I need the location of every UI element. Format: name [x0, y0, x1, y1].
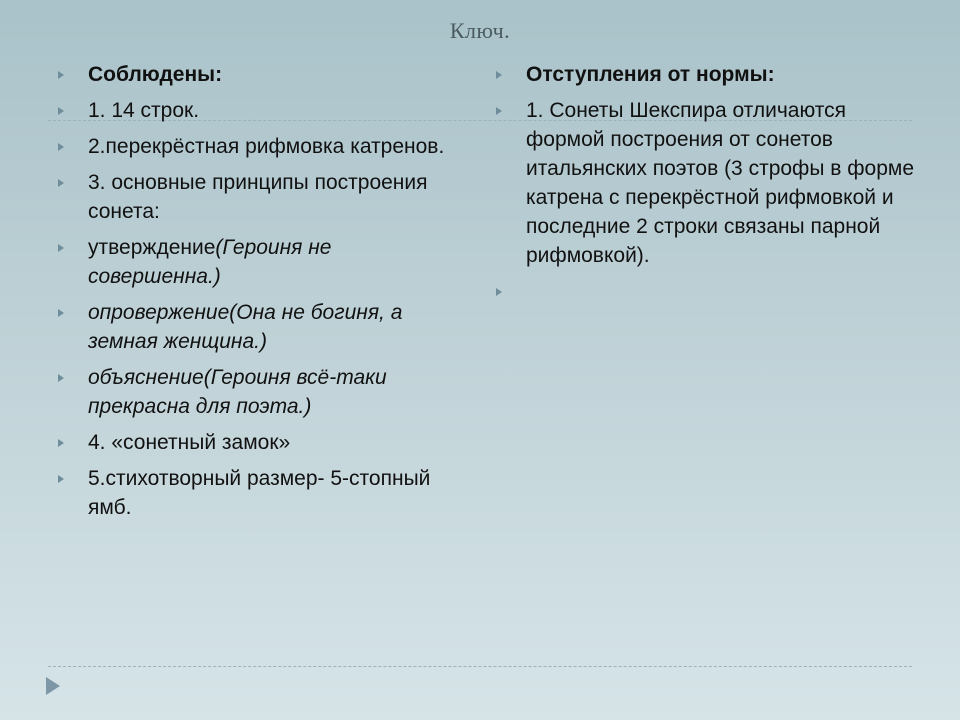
- right-column: [496, 60, 916, 313]
- list-item: [58, 168, 468, 226]
- item-text: 1. 14 строк.: [88, 99, 200, 122]
- item-note: (Героиня всё-таки прекрасна для поэта.): [88, 366, 387, 418]
- bullet-icon: [58, 244, 64, 252]
- list-item: [58, 60, 468, 89]
- item-note: (Она не богиня, а земная женщина.): [88, 301, 403, 353]
- bullet-icon: [58, 107, 64, 115]
- next-slide-arrow-icon[interactable]: [46, 677, 60, 695]
- bullet-icon: [58, 475, 64, 483]
- list-item: [496, 277, 916, 306]
- list-item: [58, 233, 468, 291]
- list-item: [58, 132, 468, 161]
- list-item: [58, 464, 468, 522]
- item-text: 5.стихотворный размер- 5-стопный ямб.: [88, 467, 431, 519]
- bullet-icon: [58, 374, 64, 382]
- list-item: [58, 96, 468, 125]
- bullet-icon: [58, 179, 64, 187]
- right-heading: Отступления от нормы:: [526, 63, 775, 86]
- bullet-icon: [58, 439, 64, 447]
- item-text: 3. основные принципы построения сонета:: [88, 171, 428, 223]
- item-term: утверждение: [88, 236, 216, 259]
- list-item: [58, 428, 468, 457]
- left-heading: Соблюдены:: [88, 63, 223, 86]
- bullet-icon: [496, 107, 502, 115]
- item-text: 2.перекрёстная рифмовка катренов.: [88, 135, 445, 158]
- list-item: [496, 96, 916, 270]
- divider-bottom: [48, 666, 912, 667]
- bullet-icon: [58, 143, 64, 151]
- item-text: 1. Сонеты Шекспира отличаются формой построения от сонетов итальянских поэтов (3 строфы в форме катрена с перекрёстной рифмовкой и последние 2 строки связаны парной рифмовкой).: [526, 99, 914, 267]
- item-term: объяснение: [88, 366, 204, 389]
- item-term: опровержение: [88, 301, 230, 324]
- bullet-icon: [496, 288, 502, 296]
- item-text: 4. «сонетный замок»: [88, 431, 291, 454]
- item-note: (Героиня не совершенна.): [88, 236, 332, 288]
- bullet-icon: [496, 71, 502, 79]
- slide-title: Ключ.: [449, 18, 511, 43]
- left-column: [58, 60, 468, 529]
- list-item: [58, 363, 468, 421]
- right-list: [496, 60, 916, 306]
- left-list: [58, 60, 468, 522]
- list-item: [58, 298, 468, 356]
- bullet-icon: [58, 71, 64, 79]
- list-item: [496, 60, 916, 89]
- bullet-icon: [58, 309, 64, 317]
